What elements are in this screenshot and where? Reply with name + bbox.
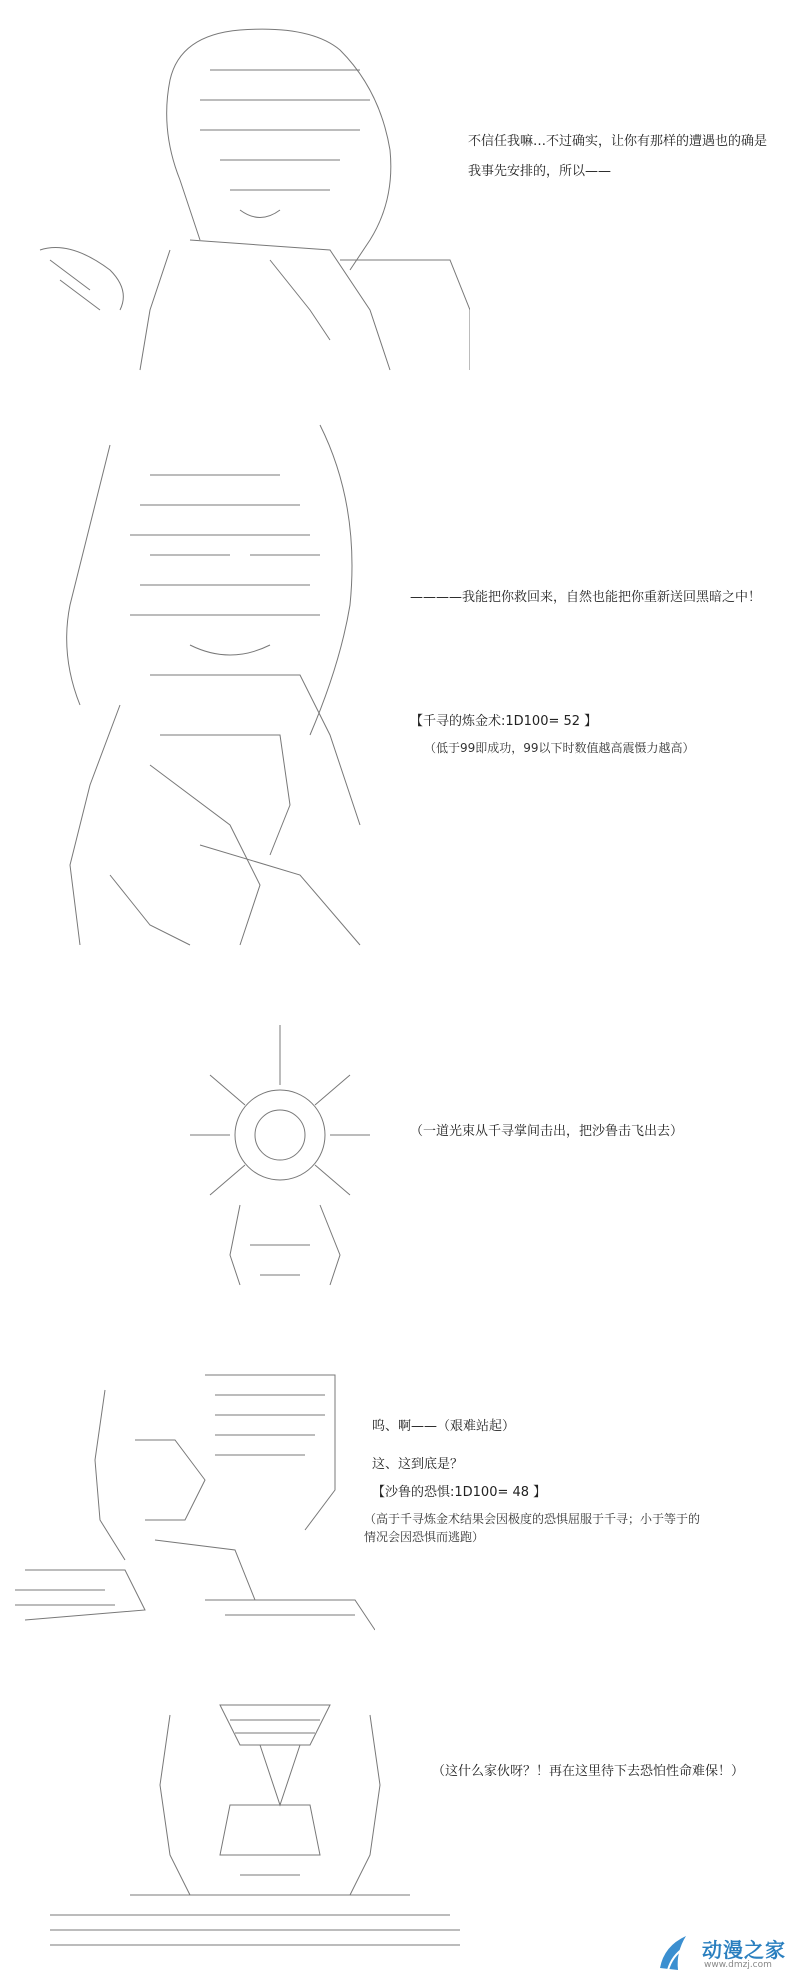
dice-roll-note-2b: 情况会因恐惧而逃跑） [364, 1530, 485, 1544]
dialogue-line-5: 这、这到底是？ [372, 1457, 464, 1472]
watermark-title: 动漫之家 [702, 1938, 786, 1962]
dialogue-line-1: 不信任我嘛…不过确实，让你有那样的遭遇也的确是 [468, 134, 768, 149]
panel-1 [0, 0, 800, 380]
panel-3 [0, 1000, 800, 1320]
dice-roll-note-2a: （高于千寻炼金术结果会因极度的恐惧屈服于千寻；小于等于的 [364, 1512, 701, 1526]
dmzj-logo-icon [650, 1930, 696, 1976]
dice-roll-note-1: （低于99即成功，99以下时数值越高震慑力越高） [424, 741, 695, 755]
panel-2 [0, 400, 800, 970]
panel-4 [0, 1355, 800, 1645]
dialogue-line-3: ————我能把你救回来，自然也能把你重新送回黑暗之中！ [410, 590, 762, 605]
ascii-art-character-2 [30, 405, 390, 965]
ascii-art-character-3 [5, 1360, 375, 1640]
inner-monologue: （这什么家伙呀？！再在这里待下去恐怕性命难保！） [432, 1764, 745, 1779]
narration-light-beam: （一道光束从千寻掌间击出，把沙鲁击飞出去） [410, 1124, 684, 1139]
dice-roll-fear: 【沙鲁的恐惧:1D100= 48 】 [372, 1485, 547, 1500]
watermark-url: www.dmzj.com [704, 1960, 772, 1970]
ascii-art-character-4 [30, 1685, 470, 1965]
dialogue-line-2: 我事先安排的，所以—— [468, 164, 612, 179]
dialogue-line-4: 呜、啊——（艰难站起） [372, 1419, 516, 1434]
panel-5 [0, 1680, 800, 1984]
ascii-art-character-1 [10, 10, 470, 380]
watermark [650, 1930, 790, 1976]
dice-roll-alchemy: 【千寻的炼金术:1D100= 52 】 [410, 714, 598, 729]
ascii-art-light-beam [170, 1005, 390, 1305]
